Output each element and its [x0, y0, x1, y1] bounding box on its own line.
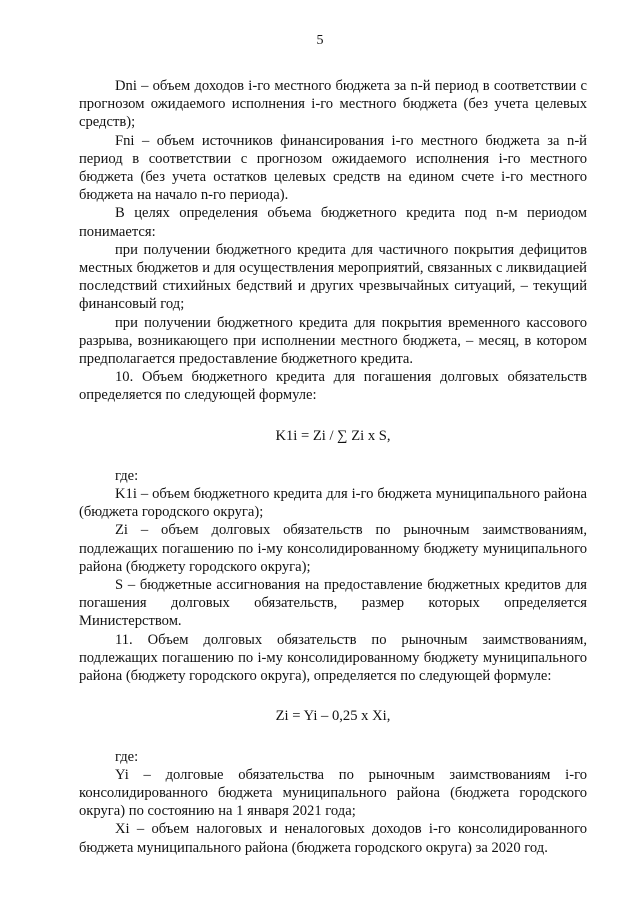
document-body [79, 77, 587, 857]
formula-zi: Zi = Yi – 0,25 x Xi, [275, 708, 391, 725]
paragraph-period-definition: В целях определения объема бюджетного кредита под n-м периодом понимается: [79, 205, 587, 240]
page-number: 5 [316, 33, 324, 48]
formula-k1i: K1i = Zi / ∑ Zi x S, [275, 427, 391, 444]
paragraph-item-10: 10. Объем бюджетного кредита для погашения долговых обязательств определяется по следующей формуле: [79, 369, 587, 404]
where-label-1: где: [115, 467, 139, 484]
paragraph-xi: Xi – объем налоговых и неналоговых доходов i-го консолидированного бюджета муниципального района (бюджета городского округа) за 2020 год. [79, 821, 587, 856]
where-label-2: где: [115, 748, 139, 765]
paragraph-fni: Fni – объем источников финансирования i-го местного бюджета за n-й период в соответствии с прогнозом ожидаемого исполнения i-го местного бюджета (без учета остатков целевых средств на едином счете i-го местного бюджета на начало n-го периода). [79, 132, 587, 204]
paragraph-month: при получении бюджетного кредита для покрытия временного кассового разрыва, возникающего при исполнении местного бюджета, – месяц, в котором предполагается предоставление бюджетного кредита. [79, 314, 587, 368]
paragraph-s: S – бюджетные ассигнования на предоставление бюджетных кредитов для погашения долговых обязательств, размер которых определяется Министерством. [79, 577, 587, 630]
paragraph-zi: Zi – объем долговых обязательств по рыночным заимствованиям, подлежащих погашению по i-му консолидированному бюджету муниципального района (бюджету городского округа); [79, 522, 587, 575]
paragraph-yi: Yi – долговые обязательства по рыночным заимствованиям i-го консолидированного бюджета муниципального района (бюджета городского округа) по состоянию на 1 января 2021 года; [79, 766, 587, 820]
paragraph-item-11: 11. Объем долговых обязательств по рыночным заимствованиям, подлежащих погашению по i-му консолидированному бюджету муниципального района (бюджету городского округа), определяется по следующей формуле: [79, 631, 587, 685]
paragraph-dni: Dni – объем доходов i-го местного бюджета за n-й период в соответствии с прогнозом ожидаемого исполнения i-го местного бюджета (без учета целевых средств); [79, 78, 587, 131]
paragraph-k1i: K1i – объем бюджетного кредита для i-го бюджета муниципального района (бюджета городского округа); [79, 486, 587, 521]
paragraph-current-year: при получении бюджетного кредита для частичного покрытия дефицитов местных бюджетов и для осуществления мероприятий, связанных с ликвидацией последствий стихийных бедствий и других чрезвычайных ситуаций, – текущий финансовый год; [79, 241, 587, 313]
